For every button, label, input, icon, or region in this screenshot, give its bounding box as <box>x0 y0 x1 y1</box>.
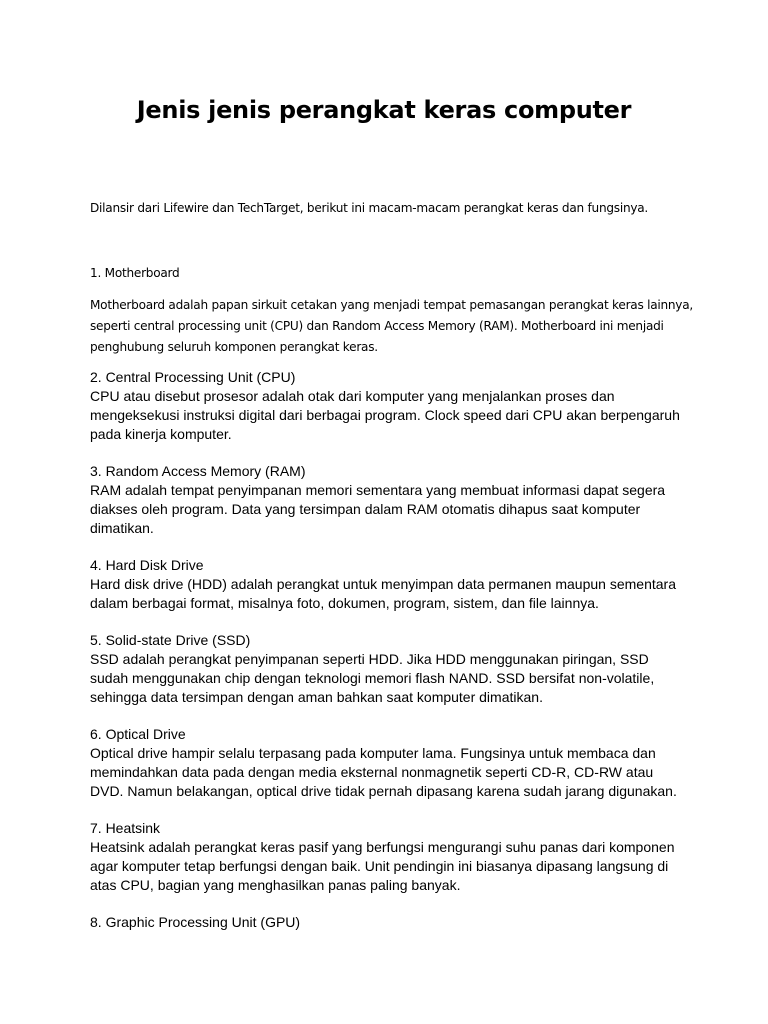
section-heading: 6. Optical Drive <box>90 726 186 742</box>
section-ram <box>90 462 690 538</box>
section-heatsink <box>90 819 690 895</box>
section-optical-drive <box>90 725 690 801</box>
body-line: agar komputer tetap berfungsi dengan baik. Unit pendingin ini biasanya dipasang langsung di <box>90 858 669 874</box>
intro-paragraph: Dilansir dari Lifewire dan TechTarget, berikut ini macam-macam perangkat keras dan fungsinya. <box>90 201 649 215</box>
section-heading: 7. Heatsink <box>90 820 161 836</box>
section-heading: 8. Graphic Processing Unit (GPU) <box>90 914 301 930</box>
body-line: SSD adalah perangkat penyimpanan seperti HDD. Jika HDD menggunakan piringan, SSD <box>90 651 649 667</box>
body-line: pada kinerja komputer. <box>90 426 232 442</box>
section-heading-motherboard: 1. Motherboard <box>90 266 180 280</box>
body-line: Optical drive hampir selalu terpasang pada komputer lama. Fungsinya untuk membaca dan <box>90 745 656 761</box>
section-heading: 5. Solid-state Drive (SSD) <box>90 632 251 648</box>
body-line: mengeksekusi instruksi digital dari berbagai program. Clock speed dari CPU akan berpengaruh <box>90 407 680 423</box>
body-line: sudah menggunakan chip dengan teknologi memori flash NAND. SSD bersifat non-volatile, <box>90 670 655 686</box>
document-title: Jenis jenis perangkat keras computer <box>136 96 632 124</box>
body-line: RAM adalah tempat penyimpanan memori sementara yang membuat informasi dapat segera <box>90 482 666 498</box>
body-line: DVD. Namun belakangan, optical drive tidak pernah dipasang karena sudah jarang digunakan. <box>90 783 677 799</box>
section-ssd <box>90 631 690 707</box>
body-line: diakses oleh program. Data yang tersimpan dalam RAM otomatis dihapus saat komputer <box>90 501 641 517</box>
body-line: Hard disk drive (HDD) adalah perangkat untuk menyimpan data permanen maupun sementara <box>90 576 676 592</box>
body-line: Heatsink adalah perangkat keras pasif yang berfungsi mengurangi suhu panas dari komponen <box>90 839 675 855</box>
section-hdd <box>90 556 690 613</box>
body-line: dimatikan. <box>90 520 154 536</box>
body-line: atas CPU, bagian yang menghasilkan panas paling banyak. <box>90 877 461 893</box>
body-line: penghubung seluruh komponen perangkat keras. <box>90 340 378 354</box>
body-line: memindahkan data pada dengan media eksternal nonmagnetik seperti CD-R, CD-RW atau <box>90 764 654 780</box>
body-line: Motherboard adalah papan sirkuit cetakan yang menjadi tempat pemasangan perangkat keras lainnya, <box>90 298 693 312</box>
body-line: seperti central processing unit (CPU) dan Random Access Memory (RAM). Motherboard ini menjadi <box>90 319 664 333</box>
section-gpu <box>90 913 690 932</box>
body-line: sehingga data tersimpan dengan aman bahkan saat komputer dimatikan. <box>90 689 543 705</box>
section-heading: 4. Hard Disk Drive <box>90 557 204 573</box>
section-heading: 2. Central Processing Unit (CPU) <box>90 369 296 385</box>
body-line: CPU atau disebut prosesor adalah otak dari komputer yang menjalankan proses dan <box>90 388 615 404</box>
section-heading: 3. Random Access Memory (RAM) <box>90 463 306 479</box>
body-line: dalam berbagai format, misalnya foto, dokumen, program, sistem, dan file lainnya. <box>90 595 599 611</box>
section-cpu <box>90 368 690 444</box>
section-body-motherboard <box>90 295 693 358</box>
